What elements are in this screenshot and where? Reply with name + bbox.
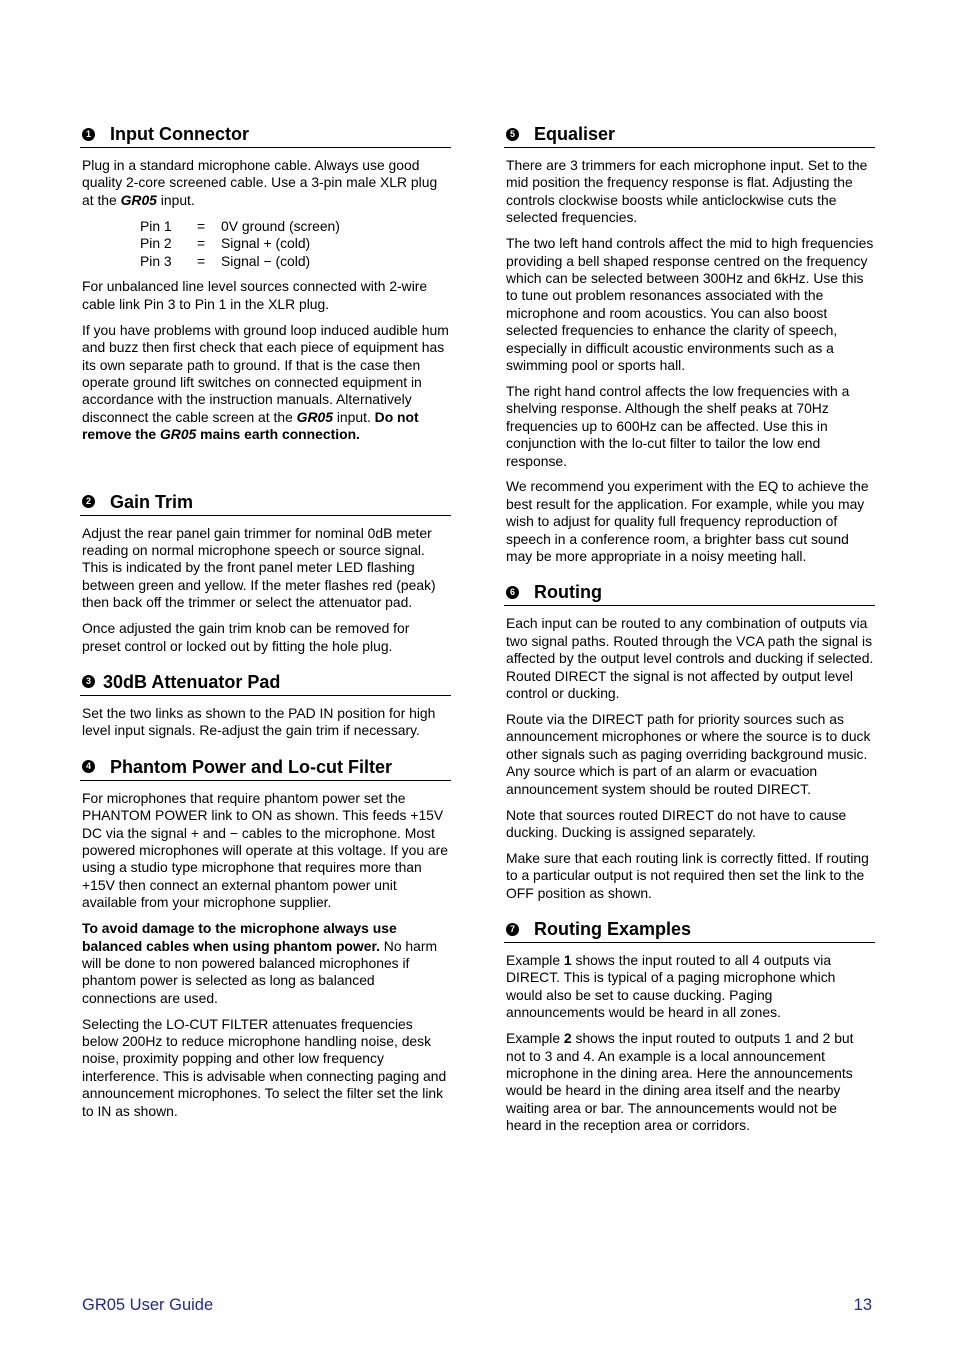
pin-row: Pin 2 = Signal + (cold)	[140, 235, 311, 252]
footer-title: GR05 User Guide	[82, 1296, 214, 1314]
number-badge: 3	[82, 675, 95, 688]
section-equaliser	[504, 120, 875, 565]
pin-table	[140, 218, 451, 270]
paragraph: Selecting the LO-CUT FILTER attenuates frequencies below 200Hz to reduce microphone handling noise, desk noise, proximity popping and other low frequency interference. This is advisable when connecting paging and announcement microphones. To select the filter set the link to IN as shown.	[82, 1015, 447, 1119]
section-input-connector	[80, 120, 451, 444]
number-badge: 2	[82, 495, 95, 508]
heading-text: Routing Examples	[534, 919, 692, 940]
paragraph: Each input can be routed to any combination of outputs via two signal paths. Routed through the VCA path the signal is affected by the output level controls and ducking if selected. Routed DIRECT the signal is not affected by output level control or ducking.	[506, 615, 874, 702]
section-heading	[80, 668, 451, 696]
heading-text: 30dB Attenuator Pad	[103, 671, 281, 692]
section-heading	[80, 488, 451, 516]
paragraph: Route via the DIRECT path for priority sources such as announcement microphones or where the source is to duck other signals such as paging overriding background music. Any source which is part of an alarm or evacuation announcement system should be routed DIRECT.	[506, 710, 871, 797]
section-heading	[80, 120, 451, 148]
section-heading	[504, 578, 875, 606]
heading-text: Equaliser	[534, 124, 616, 144]
pin-row: Pin 1 = 0V ground (screen)	[140, 217, 340, 234]
paragraph: Plug in a standard microphone cable. Always use good quality 2-core screened cable. Use a 3-pin male XLR plug at the GR05 input.	[82, 157, 438, 208]
number-badge: 6	[506, 586, 519, 599]
heading-text: Phantom Power and Lo-cut Filter	[110, 756, 393, 777]
page-number: 13	[853, 1296, 872, 1314]
page-footer	[82, 1296, 872, 1315]
section-routing-examples	[504, 915, 875, 1135]
section-routing	[504, 578, 875, 902]
paragraph: Note that sources routed DIRECT do not have to cause ducking. Ducking is assigned separately.	[506, 806, 847, 840]
paragraph: The two left hand controls affect the mid to high frequencies providing a bell shaped response centred on the frequency which can be selected between 300Hz and 6kHz. Use this to tune out problem resonances associated with the microphone and room acoustics. You can also boost selected frequencies to enhance the clarity of speech, especially in difficult acoustic environments such as a swimming pool or sports hall.	[506, 235, 874, 373]
paragraph: Example 2 shows the input routed to outputs 1 and 2 but not to 3 and 4. An example is a local announcement microphone in the dining area. Here the announcements would be heard in the dining area itself and the nearby waiting area or bar. The announcements would not be heard in the reception area or corridors.	[506, 1030, 854, 1134]
section-phantom-power	[80, 753, 451, 1120]
paragraph: We recommend you experiment with the EQ to achieve the best result for the application. For example, while you may wish to adjust for quality full frequency reproduction of speech in a conference room, a brighter bass cut sound may be more appropriate in a noisy meeting hall.	[506, 478, 869, 565]
paragraph: To avoid damage to the microphone always use balanced cables when using phantom power. No harm will be done to non powered balanced microphones if phantom power is selected as long as balanced connections are used.	[82, 920, 438, 1006]
heading-text: Gain Trim	[110, 491, 194, 512]
paragraph: The right hand control affects the low frequencies with a shelving response. Although the shelf peaks at 70Hz frequencies up to 600Hz can be affected. Use this in conjunction with the lo-cut filter to tailor the low end response.	[506, 382, 850, 469]
paragraph: If you have problems with ground loop induced audible hum and buzz then first check that each piece of equipment has its own separate path to ground. If that is the case then operate ground lift switches on connected equipment in accordance with the instruction manuals. Alternatively disconnect the cable screen at the GR05 input. Do not remove the GR05 mains earth connection.	[82, 321, 449, 443]
paragraph: Set the two links as shown to the PAD IN position for high level input signals. Re-adjust the gain trim if necessary.	[82, 704, 436, 739]
left-column	[80, 120, 451, 1129]
heading-text: Input Connector	[110, 124, 249, 144]
section-heading	[80, 753, 451, 781]
paragraph: Once adjusted the gain trim knob can be removed for preset control or locked out by fitting the hole plug.	[82, 620, 410, 654]
paragraph: For microphones that require phantom power set the PHANTOM POWER link to ON as shown. This feeds +15V DC via the signal + and − cables to the microphone. Most powered microphones will operate at this voltage. If you are using a studio type microphone that requires more than +15V then connect an external phantom power unit available from your microphone supplier.	[82, 789, 448, 911]
paragraph: Make sure that each routing link is correctly fitted. If routing to a particular output is not required then set the link to the OFF position as shown.	[506, 849, 869, 901]
section-heading	[504, 915, 875, 943]
section-heading	[504, 120, 875, 148]
right-column	[504, 120, 875, 1143]
number-badge: 5	[506, 128, 519, 141]
paragraph: Example 1 shows the input routed to all 4 outputs via DIRECT. This is typical of a paging microphone which would also be set to cause ducking. Paging announcements would be heard in all zones.	[506, 952, 836, 1021]
paragraph: For unbalanced line level sources connected with 2-wire cable link Pin 3 to Pin 1 in the XLR plug.	[82, 278, 428, 312]
section-gain-trim	[80, 488, 451, 655]
number-badge: 7	[506, 923, 519, 936]
heading-text: Routing	[534, 582, 602, 603]
section-attenuator-pad	[80, 668, 451, 740]
pin-row: Pin 3 = Signal − (cold)	[140, 252, 311, 269]
number-badge: 4	[82, 760, 95, 773]
paragraph: Adjust the rear panel gain trimmer for nominal 0dB meter reading on normal microphone speech or source signal. This is indicated by the front panel meter LED flashing between green and yellow. If the meter flashes red (peak) then back off the trimmer or select the attenuator pad.	[82, 524, 436, 611]
number-badge: 1	[82, 128, 95, 141]
paragraph: There are 3 trimmers for each microphone input. Set to the mid position the frequency response is flat. Adjusting the controls clockwise boosts while anticlockwise cuts the selected frequencies.	[506, 157, 868, 226]
